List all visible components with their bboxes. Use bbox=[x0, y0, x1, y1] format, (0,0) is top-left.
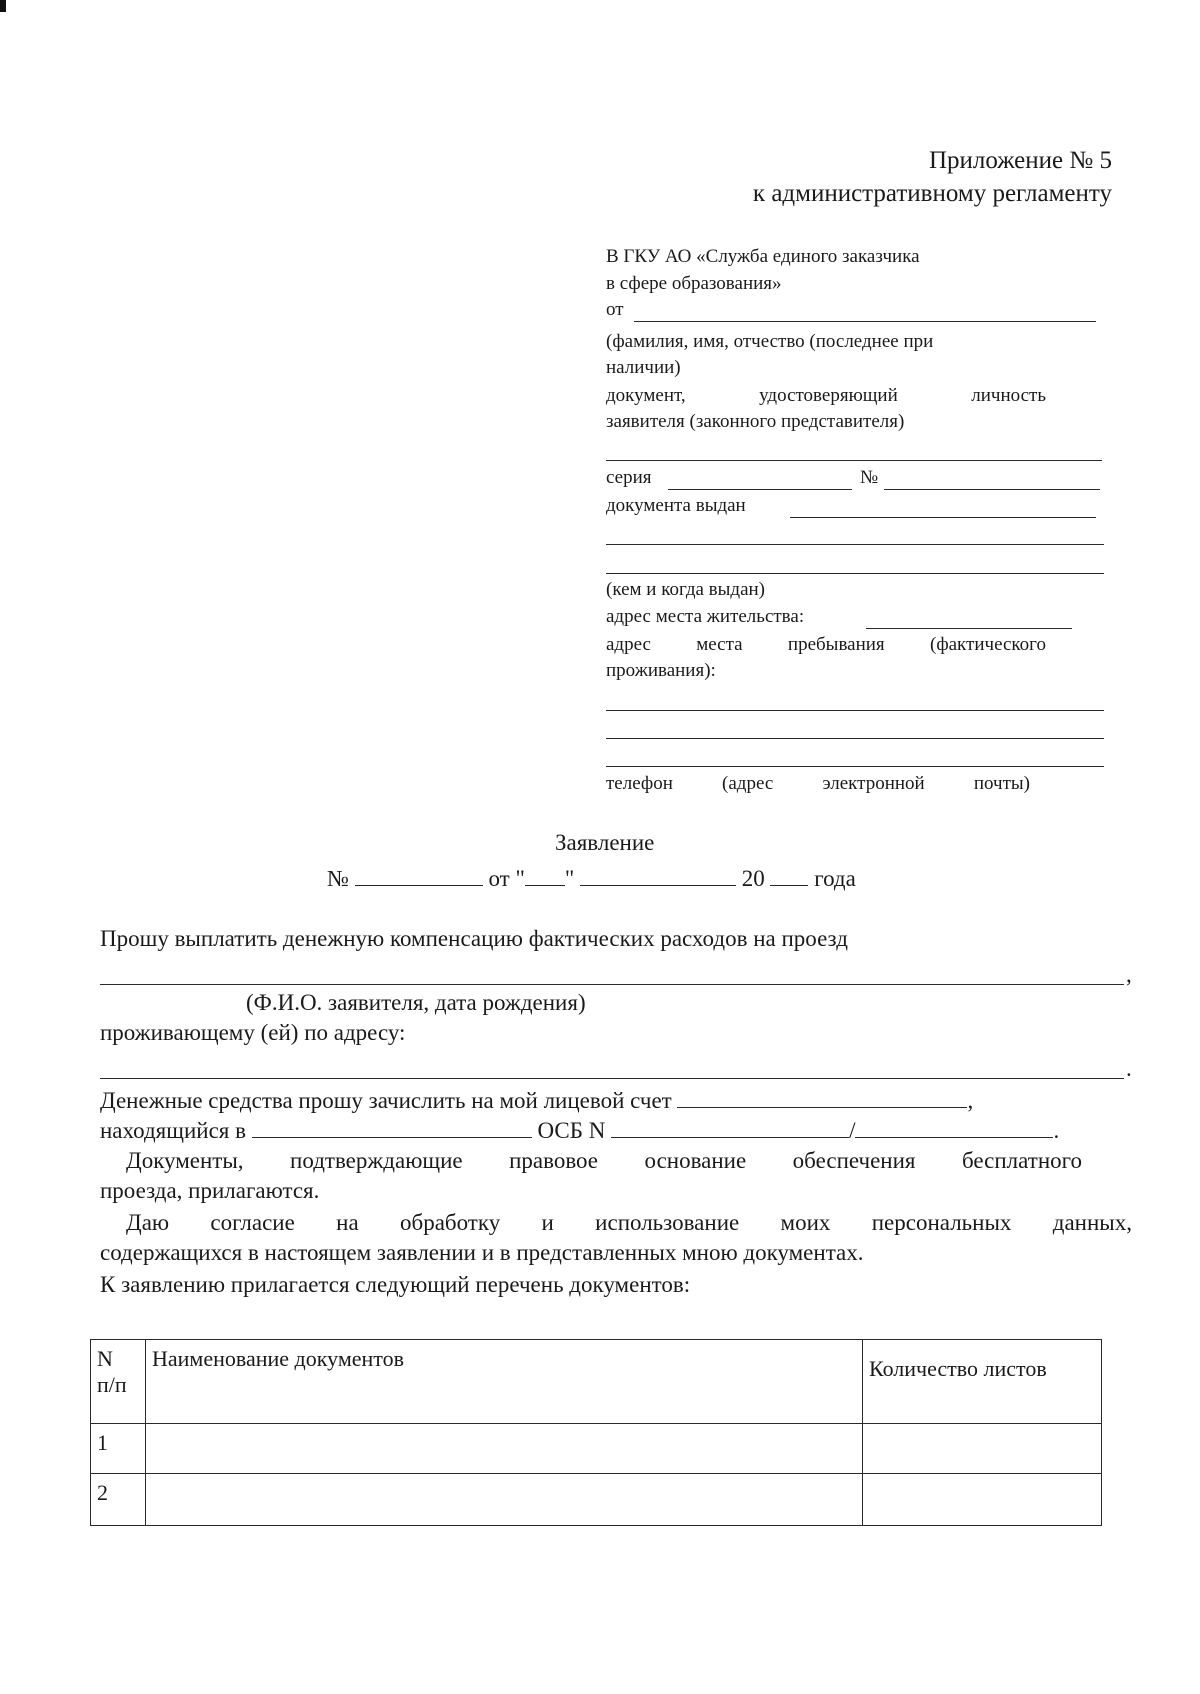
doc-line2: заявителя (законного представителя) bbox=[606, 411, 905, 432]
col-num-header bbox=[91, 1340, 146, 1424]
series-label: серия bbox=[606, 467, 652, 488]
applicant-fio-hint: (Ф.И.О. заявителя, дата рождения) bbox=[246, 990, 586, 1015]
row-name-cell[interactable] bbox=[146, 1424, 863, 1474]
statement-year-prefix: 20 bbox=[741, 866, 765, 891]
fio-hint-line1: (фамилия, имя, отчество (последнее при bbox=[606, 331, 934, 352]
issued-hint: (кем и когда выдан) bbox=[606, 579, 766, 600]
addressee-to-line2: в сфере образования» bbox=[606, 273, 782, 294]
statement-heading: Заявление bbox=[555, 830, 655, 855]
issued-field-3[interactable] bbox=[606, 573, 1104, 574]
request-text: Прошу выплатить денежную компенсацию фактических расходов на проезд bbox=[100, 926, 848, 951]
appendix-subtitle: к административному регламенту bbox=[752, 180, 1112, 207]
statement-quote-close: " bbox=[564, 866, 575, 891]
doc-number-field[interactable] bbox=[884, 489, 1100, 490]
col-num-line2: п/п bbox=[97, 1372, 127, 1397]
addressee-to-line1: В ГКУ АО «Служба единого заказчика bbox=[606, 246, 920, 267]
col-pages-header bbox=[863, 1340, 1102, 1424]
col-pages-label: Количество листов bbox=[869, 1356, 1047, 1381]
residence-field[interactable] bbox=[866, 628, 1072, 629]
osb-slash: / bbox=[849, 1118, 856, 1143]
fio-field[interactable] bbox=[634, 321, 1096, 322]
series-field[interactable] bbox=[668, 489, 852, 490]
doc-line1: документ, удостоверяющий личность bbox=[606, 385, 1046, 406]
doc-number-label: № bbox=[860, 467, 879, 488]
row-num: 1 bbox=[97, 1430, 108, 1455]
bank-period: . bbox=[1053, 1118, 1060, 1143]
applicant-address-field[interactable] bbox=[100, 1078, 1124, 1079]
row-num-cell bbox=[91, 1474, 146, 1526]
statement-day-field[interactable] bbox=[525, 862, 565, 886]
applicant-fio-comma: , bbox=[1126, 962, 1132, 987]
statement-number-field[interactable] bbox=[355, 862, 483, 886]
from-label: от bbox=[606, 299, 624, 320]
statement-month-field[interactable] bbox=[580, 862, 736, 886]
row-num: 2 bbox=[97, 1480, 108, 1505]
row-pages-cell[interactable] bbox=[863, 1474, 1102, 1526]
account-line bbox=[100, 1084, 973, 1114]
phone-label: телефон (адрес электронной почты) bbox=[606, 773, 1030, 794]
row-num-cell bbox=[91, 1424, 146, 1474]
address-label: проживающему (ей) по адресу: bbox=[100, 1020, 406, 1045]
bank-line bbox=[100, 1114, 1059, 1144]
consent-line1: Даю согласие на обработку и использование моих персональных данных, bbox=[126, 1210, 1132, 1235]
issued-field-2[interactable] bbox=[606, 544, 1104, 545]
documents-table bbox=[90, 1339, 1102, 1526]
stay-line2: проживания): bbox=[606, 660, 716, 681]
applicant-fio-field[interactable] bbox=[100, 984, 1124, 985]
consent-line2: содержащихся в настоящем заявлении и в представленных мною документах. bbox=[100, 1240, 864, 1265]
row-name-cell[interactable] bbox=[146, 1474, 863, 1526]
stay-field-2[interactable] bbox=[606, 738, 1104, 739]
account-comma: , bbox=[967, 1088, 974, 1113]
fio-hint-line2: наличии) bbox=[606, 357, 681, 378]
docs-text-line1: Документы, подтверждающие правовое основание обеспечения бесплатного bbox=[126, 1148, 1082, 1173]
osb-field-1[interactable] bbox=[611, 1114, 849, 1138]
stay-line1: адрес места пребывания (фактического bbox=[606, 634, 1046, 655]
appendix-title: Приложение № 5 bbox=[928, 147, 1112, 174]
statement-year-field[interactable] bbox=[770, 862, 808, 886]
stay-field-1[interactable] bbox=[606, 710, 1104, 711]
account-field[interactable] bbox=[677, 1084, 967, 1108]
issued-field-1[interactable] bbox=[790, 517, 1096, 518]
applicant-address-period: . bbox=[1126, 1056, 1132, 1081]
scan-corner-mark bbox=[0, 0, 6, 12]
located-label: находящийся в bbox=[100, 1118, 246, 1143]
stay-field-3[interactable] bbox=[606, 766, 1104, 767]
residence-label: адрес места жительства: bbox=[606, 606, 805, 627]
attached-text: К заявлению прилагается следующий перечень документов: bbox=[100, 1272, 691, 1297]
statement-number-line bbox=[327, 862, 856, 892]
col-name-label: Наименование документов bbox=[152, 1346, 405, 1371]
statement-from-label: от " bbox=[488, 866, 525, 891]
statement-num-label: № bbox=[327, 866, 349, 891]
account-label: Денежные средства прошу зачислить на мой лицевой счет bbox=[100, 1088, 672, 1113]
doc-field[interactable] bbox=[606, 460, 1102, 461]
table-row bbox=[91, 1474, 1102, 1526]
col-num-line1: N bbox=[97, 1346, 113, 1371]
row-pages-cell[interactable] bbox=[863, 1424, 1102, 1474]
table-header-row bbox=[91, 1340, 1102, 1424]
col-name-header bbox=[146, 1340, 863, 1424]
osb-field-2[interactable] bbox=[855, 1114, 1053, 1138]
docs-text-line2: проезда, прилагаются. bbox=[100, 1178, 320, 1203]
table-row bbox=[91, 1424, 1102, 1474]
bank-field[interactable] bbox=[252, 1114, 532, 1138]
osb-label: ОСБ N bbox=[537, 1118, 606, 1143]
statement-year-suffix: года bbox=[814, 866, 856, 891]
issued-label: документа выдан bbox=[606, 495, 746, 516]
